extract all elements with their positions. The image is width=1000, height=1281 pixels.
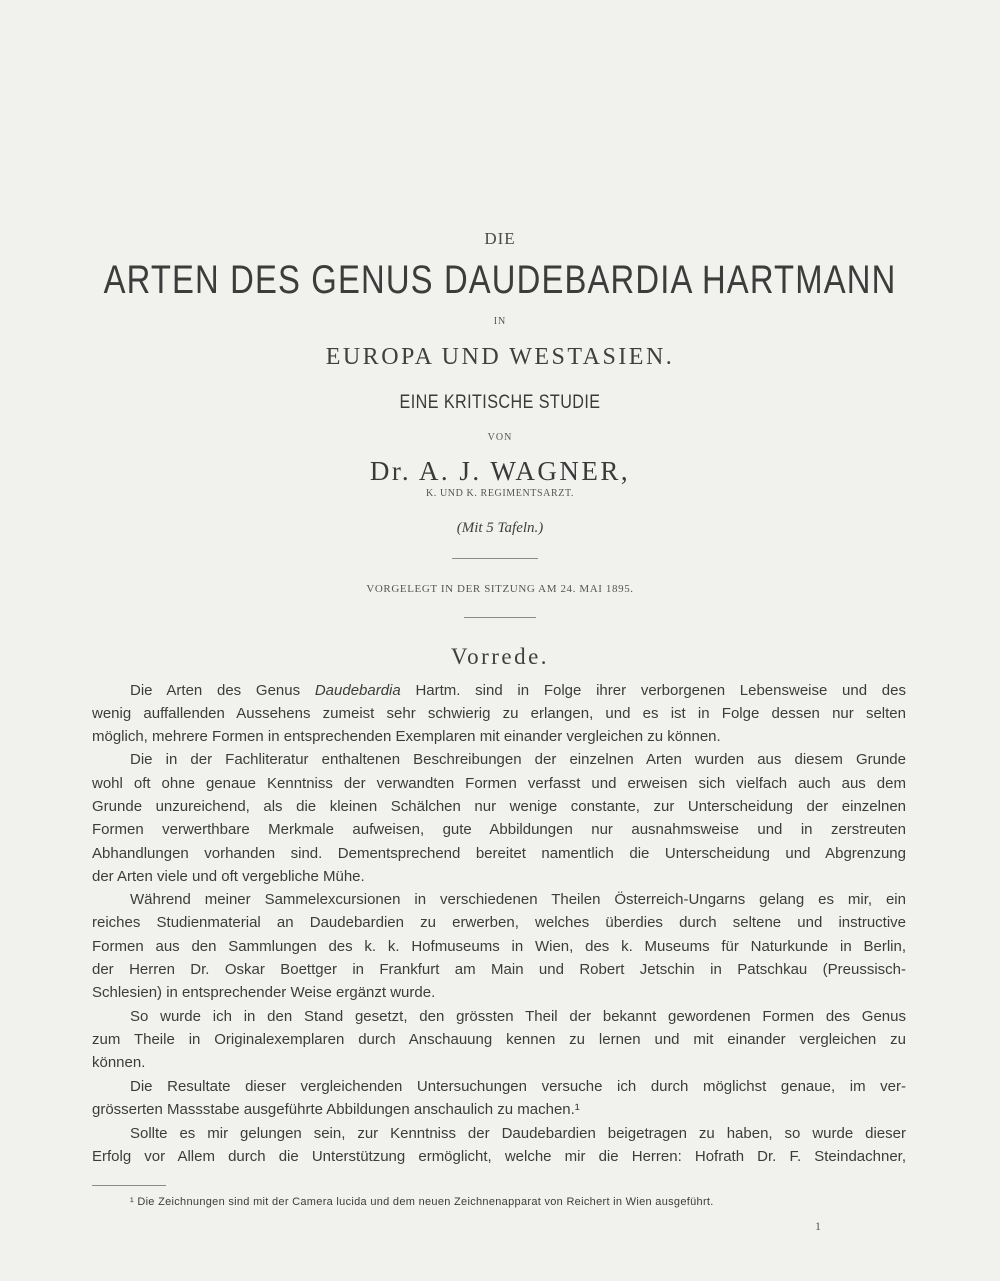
paragraph-line: Die Arten des Genus Daudebardia Hartm. sind in Folge ihrer verborgenen Lebensweise und des [130, 682, 906, 699]
paragraph-line: Während meiner Sammelexcursionen in verschiedenen Theilen Österreich-Ungarns gelang es mir, ein [130, 891, 906, 908]
main-title: ARTEN DES GENUS DAUDEBARDIA HARTMANN [103, 258, 897, 302]
paragraph-line: Erfolg vor Allem durch die Unterstützung ermöglicht, welche mir die Herren: Hofrath Dr. F. Steindachner, [92, 1148, 906, 1165]
paragraph-line: Grunde unzureichend, als die kleinen Schälchen nur wenige constante, zur Unterscheidung der einzelnen [92, 798, 906, 815]
paragraph-line: Schlesien) in entsprechender Weise ergänzt wurde. [92, 984, 436, 1001]
paragraph-line: wohl oft ohne genaue Kenntniss der verwandten Formen verfasst und erweisen sich vielfach auch aus dem [92, 775, 906, 792]
section-heading: Vorrede. [450, 644, 550, 669]
plates-note: (Mit 5 Tafeln.) [456, 520, 544, 536]
paragraph-line: Abhandlungen vorhanden sind. Dementsprechend bereitet namentlich die Unterscheidung und Abgrenzung [92, 845, 906, 862]
paragraph-line: der Arten viele und oft vergebliche Mühe. [92, 868, 365, 885]
subtitle: EINE KRITISCHE STUDIE [399, 392, 601, 413]
title-region: EUROPA UND WESTASIEN. [325, 344, 675, 370]
genus-name: Daudebardia [314, 682, 401, 699]
paragraph-line: wenig auffallenden Aussehens zumeist sehr schwierig zu erlangen, und es ist in Folge dessen nur selten [92, 705, 906, 722]
page-number: 1 [815, 1219, 821, 1233]
author-name: Dr. A. J. WAGNER, [369, 456, 631, 486]
paragraph-line: reiches Studienmaterial an Daudebardien zu erwerben, welches überdies durch seltene und instructive [92, 914, 906, 931]
title-in: IN [493, 316, 507, 327]
footnote: ¹ Die Zeichnungen sind mit der Camera lucida und dem neuen Zeichnenapparat von Reichert in Wien ausgeführt. [130, 1196, 714, 1208]
footnote-divider [92, 1185, 166, 1186]
paragraph-line: möglich, mehrere Formen in entsprechenden Exemplaren mit einander vergleichen zu können. [92, 728, 721, 745]
paragraph-line: Formen aus den Sammlungen des k. k. Hofmuseums in Wien, des k. Museums für Naturkunde in Berlin, [92, 938, 906, 955]
presented-note: VORGELEGT IN DER SITZUNG AM 24. MAI 1895. [366, 583, 634, 595]
divider-bottom [464, 617, 536, 618]
paragraph-line: zum Theile in Originalexemplaren durch Anschauung kennen zu lernen und mit einander vergleichen zu [92, 1031, 906, 1048]
paragraph-line: grösserten Massstabe ausgeführte Abbildungen anschaulich zu machen.¹ [92, 1101, 580, 1118]
author-rank: K. UND K. REGIMENTSARZT. [425, 488, 575, 499]
paragraph-line: Sollte es mir gelungen sein, zur Kenntniss der Daudebardien beigetragen zu haben, so wurde dieser [130, 1125, 906, 1142]
paragraph-line: Formen verwerthbare Merkmale aufweisen, gute Abbildungen nur ausnahmsweise und in zerstreuten [92, 821, 906, 838]
title-von: VON [487, 432, 513, 443]
title-die: DIE [484, 229, 516, 248]
divider-top [452, 558, 538, 559]
paragraph-line: So wurde ich in den Stand gesetzt, den grössten Theil der bekannt gewordenen Formen des Genus [130, 1008, 906, 1025]
paragraph-line: Die in der Fachliteratur enthaltenen Beschreibungen der einzelnen Arten wurden aus diesem Grunde [130, 751, 906, 768]
paragraph-line: der Herren Dr. Oskar Boettger in Frankfurt am Main und Robert Jetschin in Patschkau (Preussisch- [92, 961, 906, 978]
paragraph-line: Die Resultate dieser vergleichenden Untersuchungen versuche ich durch möglichst genaue, im ver- [130, 1078, 906, 1095]
paragraph-line: können. [92, 1054, 146, 1071]
